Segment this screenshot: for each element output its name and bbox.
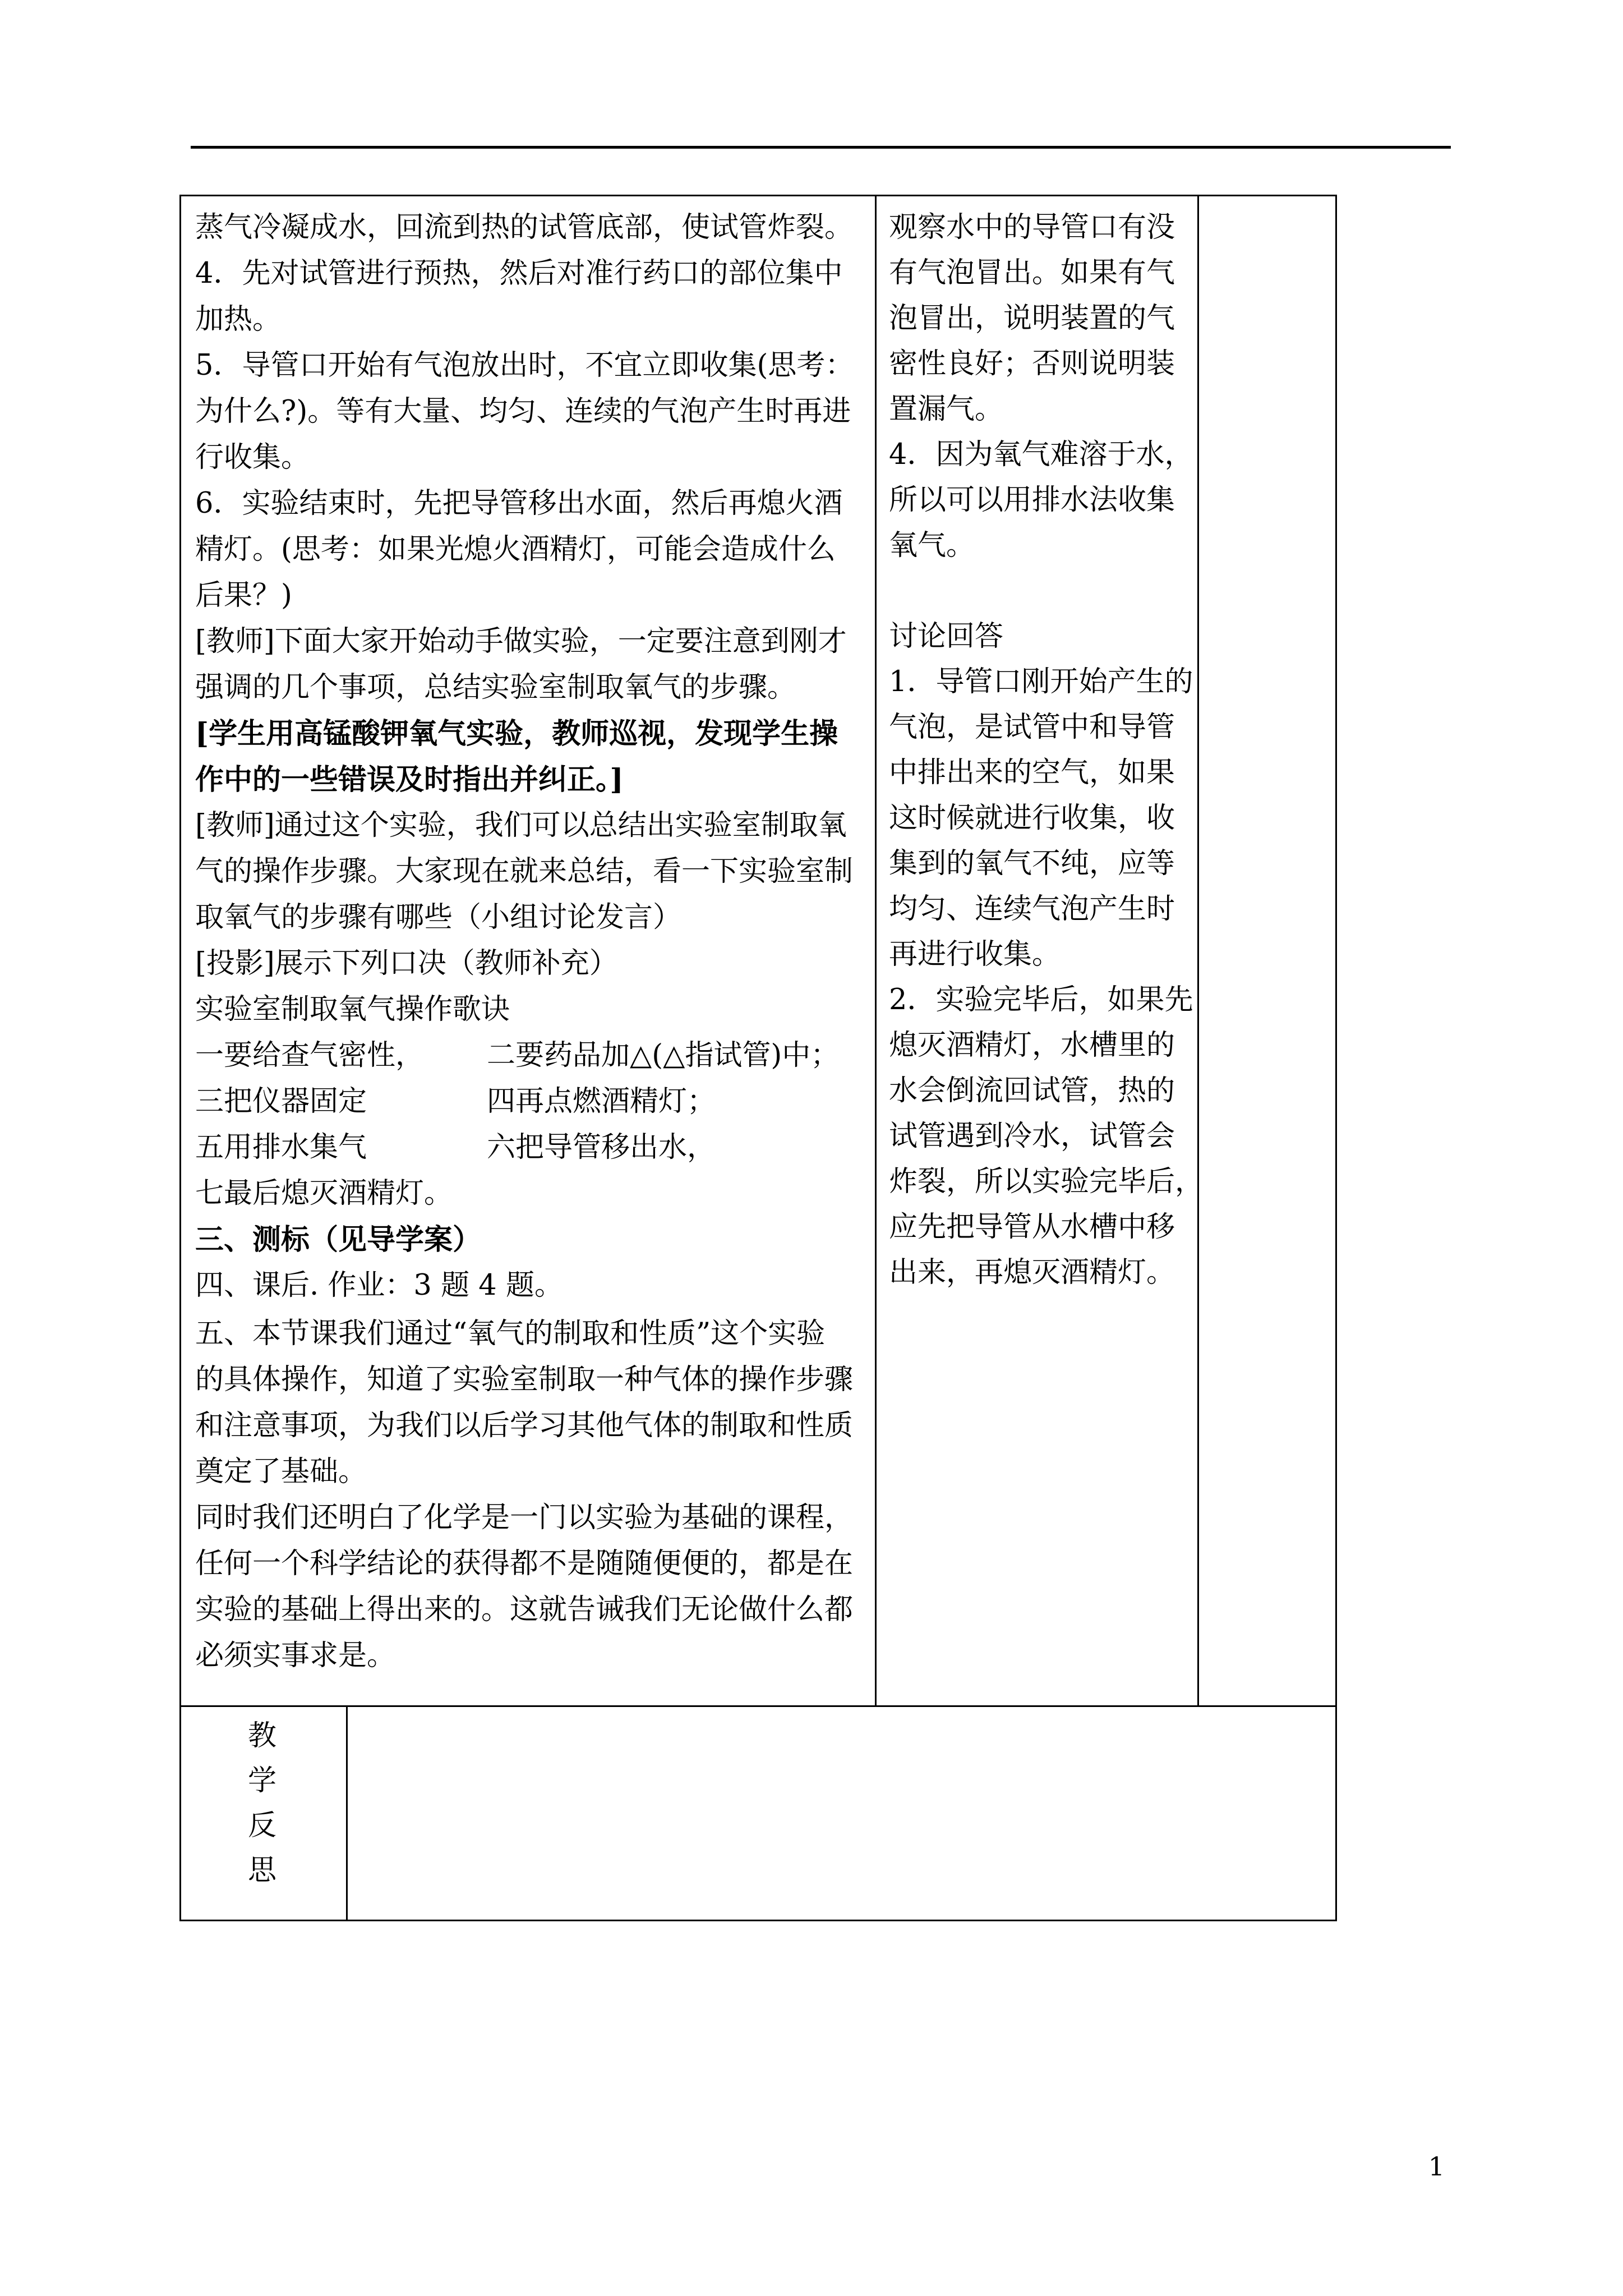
teacher-text: 任何一个科学结论的获得都不是随随便便的，都是在	[195, 1547, 854, 1580]
student-text-line: 熄灭酒精灯，水槽里的	[889, 1029, 1175, 1062]
column-divider-2	[1197, 195, 1199, 1707]
teacher-text-line	[195, 665, 796, 711]
teacher-text: 作中的一些错误及时指出并纠正。]	[195, 763, 624, 797]
student-text-line: 观察水中的导管口有没	[889, 211, 1175, 244]
student-text-line: 这时候就进行收集，收	[889, 802, 1175, 835]
teaching-reflection-label	[179, 1714, 346, 1916]
teacher-text-line	[195, 297, 281, 343]
student-text-line: 应先把导管从水槽中移	[889, 1211, 1175, 1244]
student-text-line: 密性良好；否则说明装	[889, 347, 1175, 380]
student-text-line: 所以可以用排水法收集	[889, 484, 1175, 517]
teacher-text-line	[195, 527, 836, 573]
teacher-text: 取氧气的步骤有哪些（小组讨论发言）	[195, 901, 682, 934]
teacher-text: 6．实验结束时，先把导管移出水面，然后再熄火酒	[195, 487, 843, 520]
student-text-line: 1．导管口刚开始产生的	[889, 665, 1193, 698]
teacher-text: 七最后熄灭酒精灯。	[195, 1177, 453, 1210]
teacher-text-line	[195, 1033, 839, 1079]
page-number: 1	[1428, 2151, 1445, 2182]
teacher-text-line	[195, 1125, 716, 1171]
teacher-text-second: 二要药品加△(△指试管)中；	[487, 1039, 840, 1072]
teacher-text-line	[195, 1079, 716, 1125]
teacher-text: 同时我们还明白了化学是一门以实验为基础的课程，	[195, 1501, 854, 1534]
student-activity-column	[889, 205, 1204, 1697]
teacher-text: 五用排水集气	[195, 1131, 367, 1164]
teacher-text-line	[195, 1403, 853, 1449]
reflection-label-char: 思	[248, 1854, 277, 1887]
student-text-line: 集到的氧气不纯，应等	[889, 847, 1175, 880]
teacher-text: [学生用高锰酸钾氧气实验，教师巡视，发现学生操	[195, 717, 838, 751]
header-rule	[191, 146, 1451, 149]
teacher-text-line	[195, 1495, 853, 1541]
student-text-line: 中排出来的空气，如果	[889, 756, 1175, 789]
teacher-text: 的具体操作，知道了实验室制取一种气体的操作步骤	[195, 1363, 854, 1396]
student-text-line: 讨论回答	[889, 620, 1004, 653]
teacher-text-line	[195, 1263, 563, 1309]
teacher-text-second: 六把导管移出水，	[487, 1131, 716, 1164]
student-text-line: 置漏气。	[889, 393, 1004, 426]
reflection-label-char: 教	[248, 1719, 277, 1752]
teacher-text-line	[195, 757, 624, 803]
teacher-text: 奠定了基础。	[195, 1455, 367, 1488]
teacher-text: 后果？)	[195, 579, 292, 612]
teaching-reflection-content	[348, 1707, 1335, 1920]
teacher-text-line	[195, 849, 853, 895]
teacher-text: 五、本节课我们通过“氧气的制取和性质”这个实验	[195, 1317, 826, 1350]
teacher-text: 三把仪器固定	[195, 1085, 367, 1118]
teacher-text-line	[195, 1633, 395, 1679]
student-text-line: 出来，再熄灭酒精灯。	[889, 1256, 1175, 1289]
column-divider-1	[875, 195, 877, 1707]
teacher-text-line	[195, 941, 618, 987]
teacher-text-line	[195, 389, 851, 435]
teacher-text: 三、测标（见导学案）	[195, 1223, 482, 1257]
teacher-text-second: 四再点燃酒精灯；	[487, 1085, 716, 1118]
teacher-text: 四、课后. 作业：3 题 4 题。	[195, 1269, 563, 1302]
teacher-text-line	[195, 205, 853, 251]
teacher-text: 4．先对试管进行预热，然后对准行药口的部位集中	[195, 257, 843, 290]
student-text-line: 水会倒流回试管，热的	[889, 1074, 1175, 1107]
teacher-text: 实验的基础上得出来的。这就告诫我们无论做什么都	[195, 1593, 854, 1626]
student-text-line: 炸裂，所以实验完毕后，	[889, 1165, 1204, 1198]
teacher-text: 行收集。	[195, 441, 310, 474]
teacher-text-line	[195, 619, 847, 665]
teacher-text-line	[195, 1357, 853, 1403]
teacher-text-line	[195, 251, 842, 297]
teacher-text-line	[195, 1449, 367, 1495]
teacher-activity-column	[195, 205, 868, 1697]
teacher-text: [教师]下面大家开始动手做实验，一定要注意到刚才	[195, 625, 847, 658]
teacher-text-line	[195, 435, 310, 481]
teacher-text: [投影]展示下列口决（教师补充）	[195, 947, 618, 980]
teacher-text: 加热。	[195, 303, 282, 336]
student-text-line: 试管遇到冷水，试管会	[889, 1120, 1175, 1153]
teacher-text-line	[195, 573, 292, 619]
teacher-text-line	[195, 1171, 453, 1217]
student-text-line: 2．实验完毕后，如果先	[889, 983, 1193, 1016]
teacher-text: [教师]通过这个实验，我们可以总结出实验室制取氧	[195, 809, 847, 842]
teacher-text: 强调的几个事项，总结实验室制取氧气的步骤。	[195, 671, 796, 704]
teacher-text: 精灯。(思考：如果光熄火酒精灯，可能会造成什么	[195, 533, 836, 566]
student-text-line: 有气泡冒出。如果有气	[889, 256, 1175, 289]
teacher-text-line	[195, 481, 842, 527]
student-text-line: 氧气。	[889, 529, 975, 562]
teacher-text: 蒸气冷凝成水，回流到热的试管底部，使试管炸裂。	[195, 211, 854, 244]
teacher-text: 为什么?)。等有大量、均匀、连续的气泡产生时再进	[195, 395, 851, 428]
student-text-line: 均匀、连续气泡产生时	[889, 892, 1175, 926]
teacher-text: 气的操作步骤。大家现在就来总结，看一下实验室制	[195, 855, 854, 888]
teacher-text: 实验室制取氧气操作歌诀	[195, 993, 510, 1026]
student-text-line: 泡冒出，说明装置的气	[889, 302, 1175, 335]
teacher-text-line	[195, 711, 838, 757]
teacher-text: 一要给查气密性，	[195, 1039, 425, 1072]
teacher-text-line	[195, 987, 510, 1033]
teacher-text-line	[195, 895, 681, 941]
teacher-text-line	[195, 1587, 853, 1633]
reflection-label-char: 反	[248, 1809, 277, 1842]
teacher-text-line	[195, 343, 854, 389]
teacher-text-line	[195, 1311, 825, 1357]
teacher-text-line	[195, 1541, 853, 1587]
teacher-text: 和注意事项，为我们以后学习其他气体的制取和性质	[195, 1409, 854, 1442]
student-text-line: 4．因为氧气难溶于水，	[889, 438, 1193, 471]
student-text-line: 再进行收集。	[889, 938, 1061, 971]
teacher-text: 必须实事求是。	[195, 1639, 396, 1672]
teacher-text-line	[195, 803, 847, 849]
teacher-text-line	[195, 1217, 481, 1263]
teacher-text: 5．导管口开始有气泡放出时，不宜立即收集(思考：	[195, 349, 854, 382]
reflection-label-char: 学	[248, 1764, 277, 1797]
student-text-line: 气泡，是试管中和导管	[889, 711, 1175, 744]
